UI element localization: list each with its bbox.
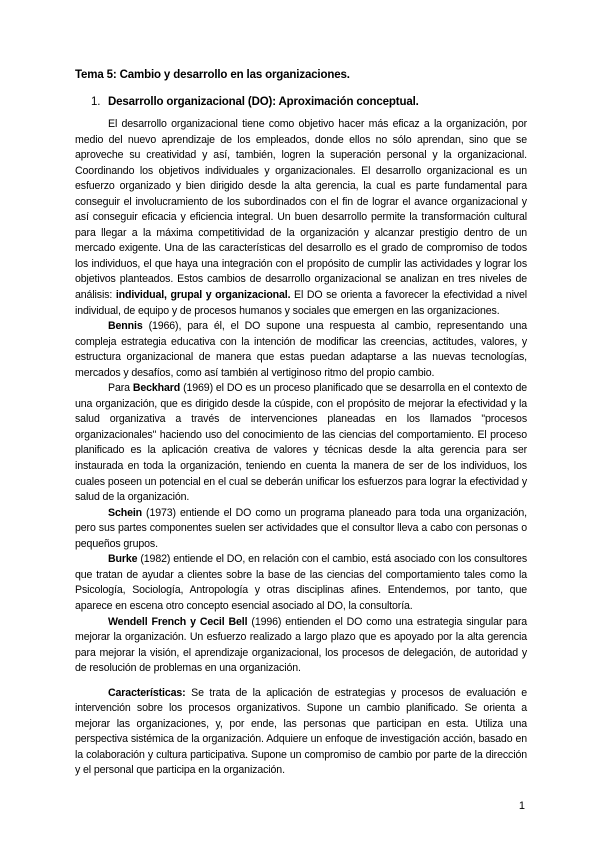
paragraph-beckhard-text: (1969) el DO es un proceso planificado que se desarrolla en el contexto de una organización, que es dirigido desde la cúspide, con el propósito de mejorar la efectividad y la salud organizativa a través de intervenciones planeadas en los llamados "procesos organizacionales" haciendo uso del conocimiento de las ciencias del comportamiento. El proceso planificado es la aplicación creativa de valores y técnicas desde la alta gerencia para ser instaurada en toda la organización, teniendo en cuenta la manera de ser de los individuos, los cuales poseen un potencial en el cual se deberán unificar los esfuerzos para lograr la efectividad y salud de la organización. (75, 382, 527, 504)
paragraph-beckhard-lead: Para (108, 382, 130, 395)
author-burke: Burke (108, 553, 138, 566)
paragraph-characteristics (75, 686, 527, 779)
analysis-levels-bold: individual, grupal y organizacional. (115, 289, 291, 302)
author-schein: Schein (108, 506, 143, 519)
paragraph-characteristics-text: Se trata de la aplicación de estrategias y procesos de evaluación e intervención sobre los procesos organizativos. Supone un cambio planificado. Se orienta a mejorar las organizaciones, y, por ende, las personas que participan en esta. Utiliza una perspectiva sistémica de la organización. Adquiere un enfoque de investigación acción, basado en la colaboración y cultura participativa. Supone un compromiso de cambio por parte de la dirección y el personal que participa en la organización. (75, 686, 527, 777)
section-heading (91, 96, 419, 108)
paragraph-intro-text: El desarrollo organizacional tiene como objetivo hacer más eficaz a la organización, por medio del nuevo aprendizaje de los empleados, donde ellos no sólo aprendan, sino que se aproveche su creatividad y así, también, logren la superación personal y la organizacional. Coordinando los objetivos individuales y organizacionales. El desarrollo organizacional es un esfuerzo organizado y bien dirigido desde la alta gerencia, la cual es parte fundamental para conseguir el involucramiento de los subordinados con el fin de lograr el avance organizacional y así conseguir eficacia y eficiencia integral. Un buen desarrollo permite la transformación cultural para llegar a la máxima competitividad de la organización y alcanzar prestigio dentro de un mercado exigente. Una de las características del desarrollo es el grado de compromiso de todos los individuos, el que haya una integración con el propósito de cumplir las actividades y lograr los objetivos planteados. Estos cambios de desarrollo organizacional se analizan en tres niveles de análisis: (75, 118, 527, 302)
characteristics-label: Características: (108, 686, 186, 699)
paragraph-beckhard (75, 381, 527, 505)
paragraph-schein-text: (1973) entiende el DO como un programa planeado para toda una organización, pero sus partes componentes suelen ser actividades que el consultor lleva a cabo con personas o pequeños grupos. (75, 506, 527, 550)
paragraph-schein (75, 506, 527, 553)
author-beckhard: Beckhard (132, 382, 181, 395)
paragraph-burke (75, 552, 527, 614)
paragraph-bennis-text: (1966), para él, el DO supone una respuesta al cambio, representando una compleja estrategia educativa con la intención de modificar las creencias, actitudes, valores, y estructura organizacional de manera que estas puedan adaptarse a las nuevas tecnologías, mercados y desafíos, como así también al vertiginoso ritmo del propio cambio. (75, 320, 528, 379)
paragraph-french-bell-text: (1996) entienden el DO como una estrategia singular para mejorar la organización. Un esfuerzo realizado a largo plazo que es apoyado por la alta gerencia para mejorar la visión, el aprendizaje organizacional, los procesos de delegación, de autoridad y de resolución de problemas en una organización. (75, 615, 528, 675)
author-french-bell: Wendell French y Cecil Bell (108, 615, 248, 628)
paragraph-intro (75, 117, 527, 319)
section-heading-text: Desarrollo organizacional (DO): Aproximación conceptual. (108, 96, 419, 108)
paragraph-intro-tail: El DO se orienta a favorecer la efectividad a nivel individual, de equipo y de procesos humanos y sociales que emergen en las organizaciones. (75, 289, 527, 317)
section-number: 1. (91, 96, 101, 108)
paragraph-burke-text: (1982) entiende el DO, en relación con el cambio, está asociado con los consultores que tratan de ayudar a clientes sobre la base de las ciencias del comportamiento tales como la Psicología, Sociología, Antropología y otras disciplinas afines. Entendemos, por tanto, que aparece en escena otro concepto esencial asociado al DO, la consultoría. (75, 553, 527, 612)
document-title: Tema 5: Cambio y desarrollo en las organizaciones. (75, 69, 350, 81)
document-body (75, 117, 527, 779)
page-number: 1 (518, 800, 525, 812)
paragraph-french-bell (75, 615, 527, 677)
author-bennis: Bennis (108, 320, 143, 333)
paragraph-bennis (75, 319, 527, 381)
